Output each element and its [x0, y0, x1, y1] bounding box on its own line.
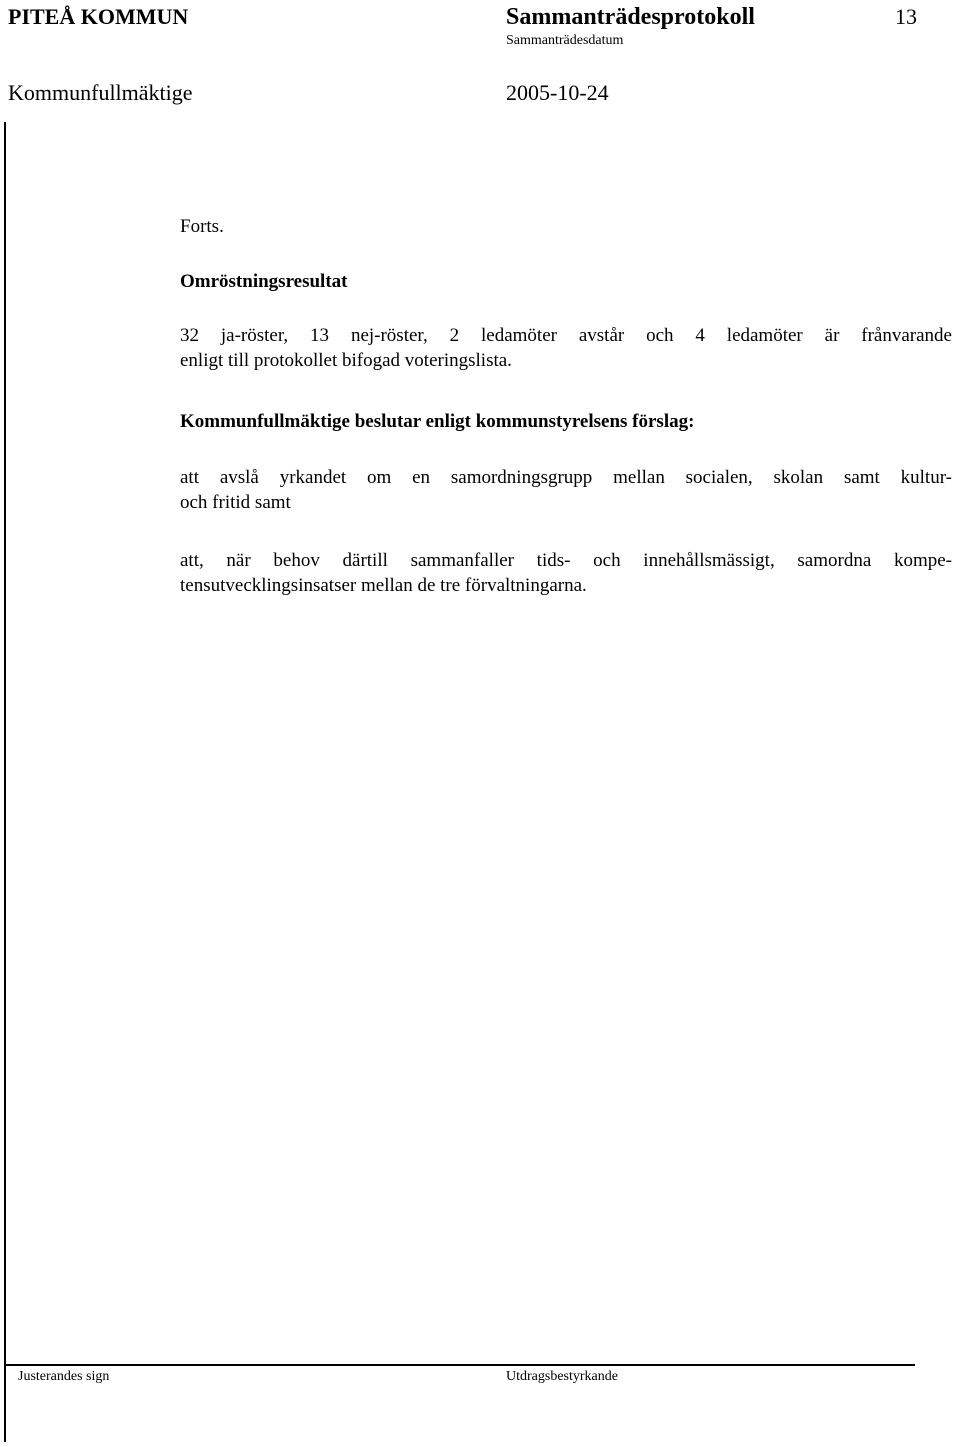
footer-rule	[4, 1364, 915, 1366]
clause-line: att avslå yrkandet om en samordningsgrupp mellan socialen, skolan samt kultur-	[180, 467, 952, 488]
decision-heading: Kommunfullmäktige beslutar enligt kommunstyrelsens förslag:	[180, 411, 695, 432]
meeting-date-label: Sammanträdesdatum	[506, 33, 624, 48]
meeting-date: 2005-10-24	[506, 80, 609, 105]
vote-result-line: 32 ja-röster, 13 nej-röster, 2 ledamöter avstår och 4 ledamöter är frånvarande	[180, 325, 952, 346]
clause-line: att, när behov därtill sammanfaller tids- och innehållsmässigt, samordna kompe-	[180, 550, 952, 571]
left-margin-rule	[4, 122, 6, 1442]
document-title: Sammanträdesprotokoll	[506, 4, 755, 30]
continuation-note: Forts.	[180, 216, 224, 237]
clause-line: tensutvecklingsinsatser mellan de tre förvaltningarna.	[180, 575, 587, 596]
decision-clause-2	[180, 548, 952, 598]
page-number: 13	[895, 4, 917, 29]
municipality-name: PITEÅ KOMMUN	[8, 4, 189, 29]
body-name: Kommunfullmäktige	[8, 80, 193, 105]
decision-clause-1	[180, 465, 952, 515]
vote-result-line: enligt till protokollet bifogad voteringslista.	[180, 350, 512, 371]
vote-result-text	[180, 323, 952, 373]
extract-certification-label: Utdragsbestyrkande	[506, 1369, 618, 1384]
adjuster-signature-label: Justerandes sign	[18, 1369, 110, 1384]
clause-line: och fritid samt	[180, 492, 291, 513]
vote-result-heading: Omröstningsresultat	[180, 271, 348, 292]
